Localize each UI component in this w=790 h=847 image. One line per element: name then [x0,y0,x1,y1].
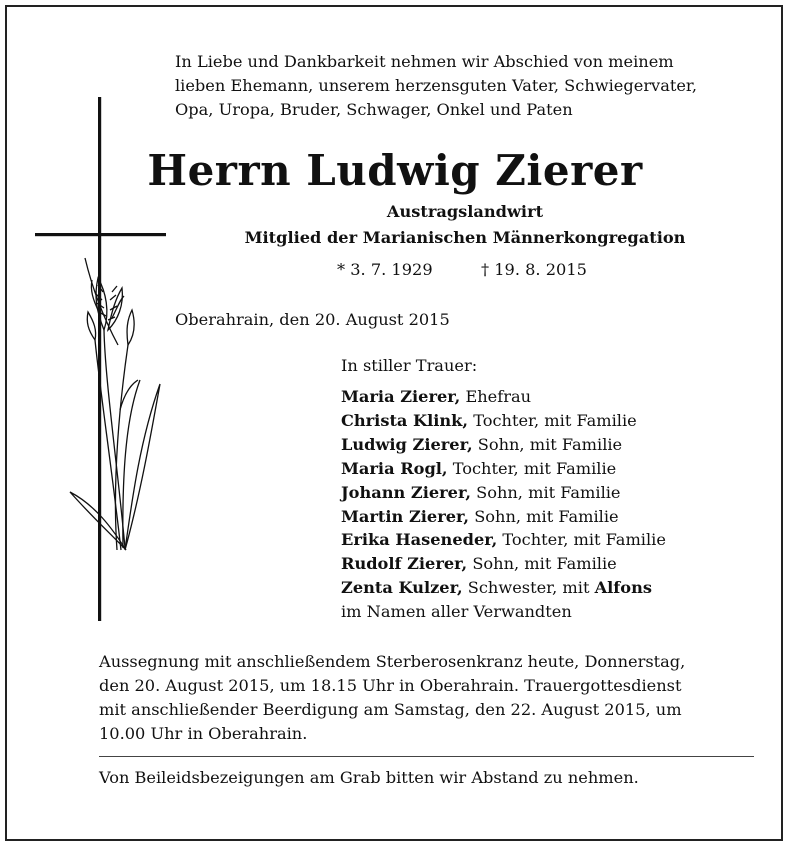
footer-note: Von Beileidsbezeigungen am Grab bitten wir Abstand zu nehmen. [99,768,639,787]
mourners-heading: In stiller Trauer: [341,356,478,375]
mourner-relation: Sohn, mit Familie [467,554,617,574]
mourner-relation: Ehefrau [460,387,532,406]
mourner-relation: Tochter, mit Familie [447,458,617,478]
mourner-relation: Sohn, mit Familie [469,506,619,526]
deceased-titles [200,199,730,251]
place-and-date: Oberahrain, den 20. August 2015 [175,310,450,329]
wheat-icon [70,258,160,550]
mourner-entry [341,576,666,600]
mourner-entry [341,552,666,576]
mourner-name: Ludwig Zierer, [341,434,473,454]
mourner-relation: Schwester, mit [462,578,595,598]
mourner-entry [341,505,666,529]
death-date: † 19. 8. 2015 [481,260,587,279]
mourner-name: Maria Rogl, [341,458,448,478]
funeral-details [99,650,764,746]
funeral-line: den 20. August 2015, um 18.15 Uhr in Oberahrain. Trauergottesdienst [99,676,682,695]
funeral-line: mit anschließender Beerdigung am Samstag, den 22. August 2015, um [99,700,682,719]
mourner-name: Maria Zierer, [341,387,461,406]
deceased-membership: Mitglied der Marianischen Männerkongregation [244,228,686,247]
intro-line: lieben Ehemann, unserem herzensguten Vater, Schwiegervater, [175,76,698,95]
funeral-line: 10.00 Uhr in Oberahrain. [99,724,308,743]
funeral-line: Aussegnung mit anschließendem Sterberosenkranz heute, Donnerstag, [99,652,686,671]
mourners-list [341,385,666,624]
mourner-name: Zenta Kulzer, [341,578,463,598]
mourner-entry [341,481,666,505]
mourner-entry [341,385,666,409]
mourner-entry [341,528,666,552]
mourner-relation: Sohn, mit Familie [470,482,621,502]
mourner-relation: Tochter, mit Familie [468,410,637,430]
intro-line: In Liebe und Dankbarkeit nehmen wir Abschied von meinem [175,52,674,71]
mourner-extra-name: Alfons [594,578,652,598]
birth-date: * 3. 7. 1929 [337,260,433,279]
intro-text [175,50,765,122]
mourner-name: Rudolf Zierer, [341,554,468,574]
deceased-name: Herrn Ludwig Zierer [147,146,643,195]
mourner-name: Erika Haseneder, [341,530,498,550]
mourners-closing-line: im Namen aller Verwandten [341,602,572,622]
mourner-name: Johann Zierer, [341,482,471,502]
mourner-name: Martin Zierer, [341,506,470,526]
mourner-relation: Sohn, mit Familie [472,434,623,454]
divider [99,756,754,757]
deceased-occupation: Austragslandwirt [386,202,544,221]
mourner-entry [341,409,666,433]
mourner-relation: Tochter, mit Familie [497,530,666,550]
intro-line: Opa, Uropa, Bruder, Schwager, Onkel und Paten [175,100,573,119]
mourner-entry [341,433,666,457]
mourner-entry [341,457,666,481]
mourner-name: Christa Klink, [341,410,469,430]
